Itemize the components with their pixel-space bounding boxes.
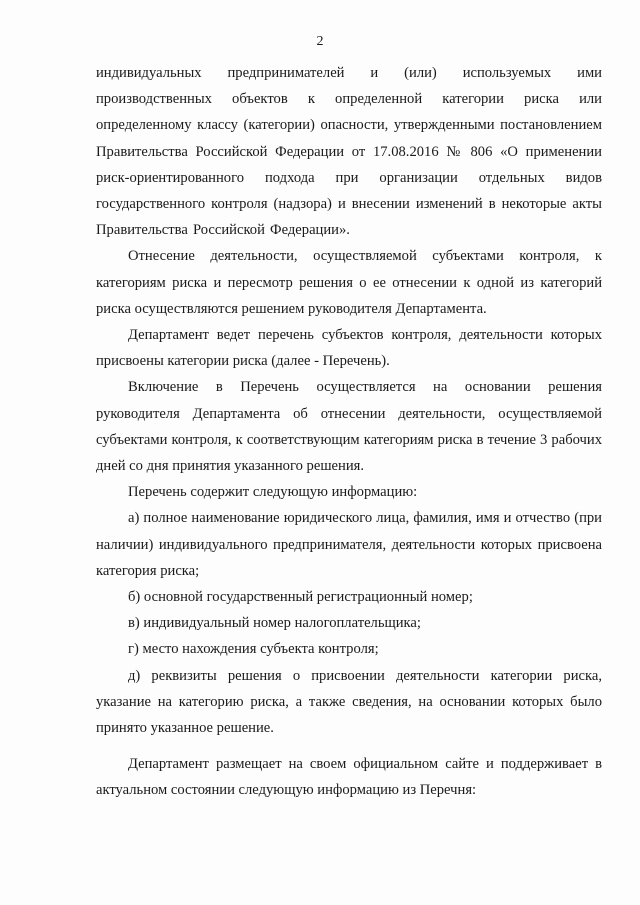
paragraph-register-maintenance: Департамент ведет перечень субъектов контроля, деятельности которых присвоены категории риска (далее - Перечень). [96, 327, 602, 370]
paragraph-register-contents-intro: Перечень содержит следующую информацию: [128, 484, 418, 501]
list-item-b-ogrn: б) основной государственный регистрационный номер; [128, 589, 473, 606]
paragraph-risk-assignment: Отнесение деятельности, осуществляемой субъектами контроля, к категориям риска и пересмотр решения о ее отнесении к одной из категорий риска осуществляются решением руководителя Департамента. [96, 248, 602, 317]
paragraph-website-publication: Департамент размещает на своем официальном сайте и поддерживает в актуальном состоянии следующую информацию из Перечня: [96, 756, 602, 799]
paragraph-register-inclusion: Включение в Перечень осуществляется на основании решения руководителя Департамента об отнесении деятельности, осуществляемой субъектами контроля, к соответствующим категориям риска в течение 3 рабочих дней со дня принятия указанного решения. [96, 379, 602, 475]
list-item-a-entity-name: а) полное наименование юридического лица, фамилия, имя и отчество (при наличии) индивидуального предпринимателя, деятельности которых присвоена категория риска; [96, 510, 602, 579]
page-number: 2 [316, 34, 324, 49]
list-item-g-location: г) место нахождения субъекта контроля; [128, 641, 379, 658]
document-body [96, 60, 602, 804]
list-item-d-decision-details: д) реквизиты решения о присвоении деятельности категории риска, указание на категорию риска, а также сведения, на основании которых было принято указанное решение. [96, 667, 602, 737]
paragraph-risk-criteria-continuation: индивидуальных предпринимателей и (или) используемых ими производственных объектов к определенной категории риска или определенному классу (категории) опасности, утвержденными постановлением Правительства Российской Федерации от 17.08.2016 № 806 «О применении риск-ориентированного подхода при организации отдельных видов государственного контроля (надзора) и внесении изменений в некоторые акты Правительства Российской Федерации». [96, 65, 602, 239]
list-item-v-inn: в) индивидуальный номер налогоплательщика; [128, 615, 421, 632]
